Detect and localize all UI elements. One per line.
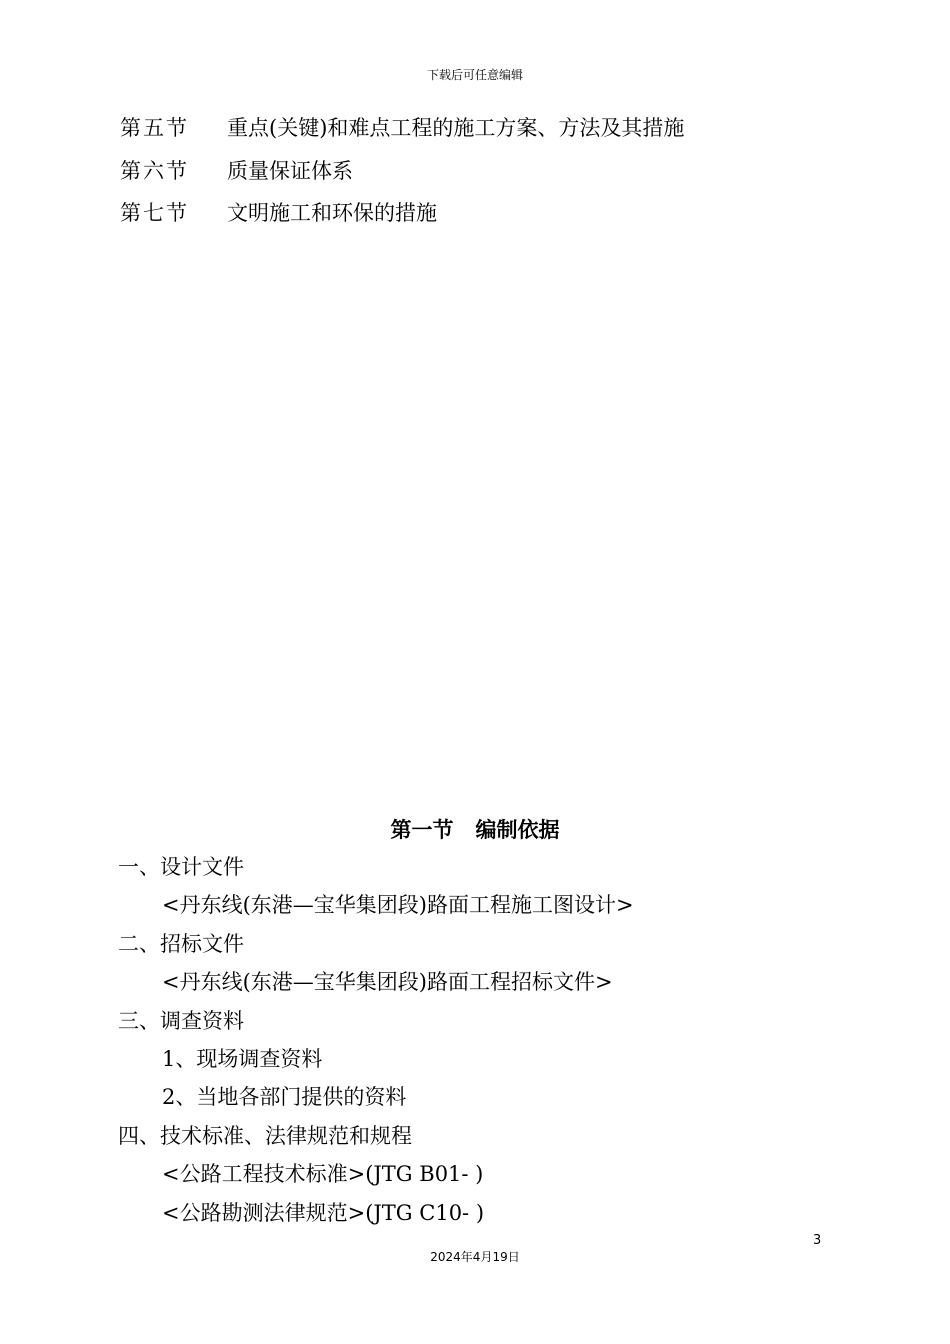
toc-entry-title: 重点(关键)和难点工程的施工方案、方法及其措施 [227, 116, 685, 140]
standard-document-1: <公路工程技术标准>(JTG B01- ) [162, 1162, 484, 1186]
toc-entry-number: 第七节 [120, 201, 189, 225]
toc-entry-5 [120, 114, 684, 142]
toc-entry-title: 文明施工和环保的措施 [227, 201, 437, 225]
survey-data-sub1: 1、现场调查资料 [162, 1047, 323, 1071]
toc-entry-title: 质量保证体系 [227, 159, 353, 183]
toc-entry-7 [120, 199, 437, 227]
item-design-documents: 一、设计文件 [118, 855, 244, 879]
toc-entry-6 [120, 157, 353, 185]
standard-document-2: <公路勘测法律规范>(JTG C10- ) [162, 1201, 485, 1225]
page-number: 3 [813, 1233, 822, 1248]
section-title: 第一节 编制依据 [390, 818, 560, 842]
item-technical-standards: 四、技术标准、法律规范和规程 [118, 1124, 412, 1148]
tender-document-name: <丹东线(东港—宝华集团段)路面工程招标文件> [162, 970, 613, 994]
header-note: 下载后可任意编辑 [426, 68, 523, 82]
toc-entry-number: 第五节 [120, 116, 189, 140]
survey-data-sub2: 2、当地各部门提供的资料 [162, 1085, 407, 1109]
toc-entry-number: 第六节 [120, 159, 189, 183]
item-tender-documents: 二、招标文件 [118, 932, 244, 956]
footer-date: 2024年4月19日 [430, 1250, 520, 1264]
design-document-name: <丹东线(东港—宝华集团段)路面工程施工图设计> [162, 893, 634, 917]
item-survey-data: 三、调查资料 [118, 1009, 244, 1033]
